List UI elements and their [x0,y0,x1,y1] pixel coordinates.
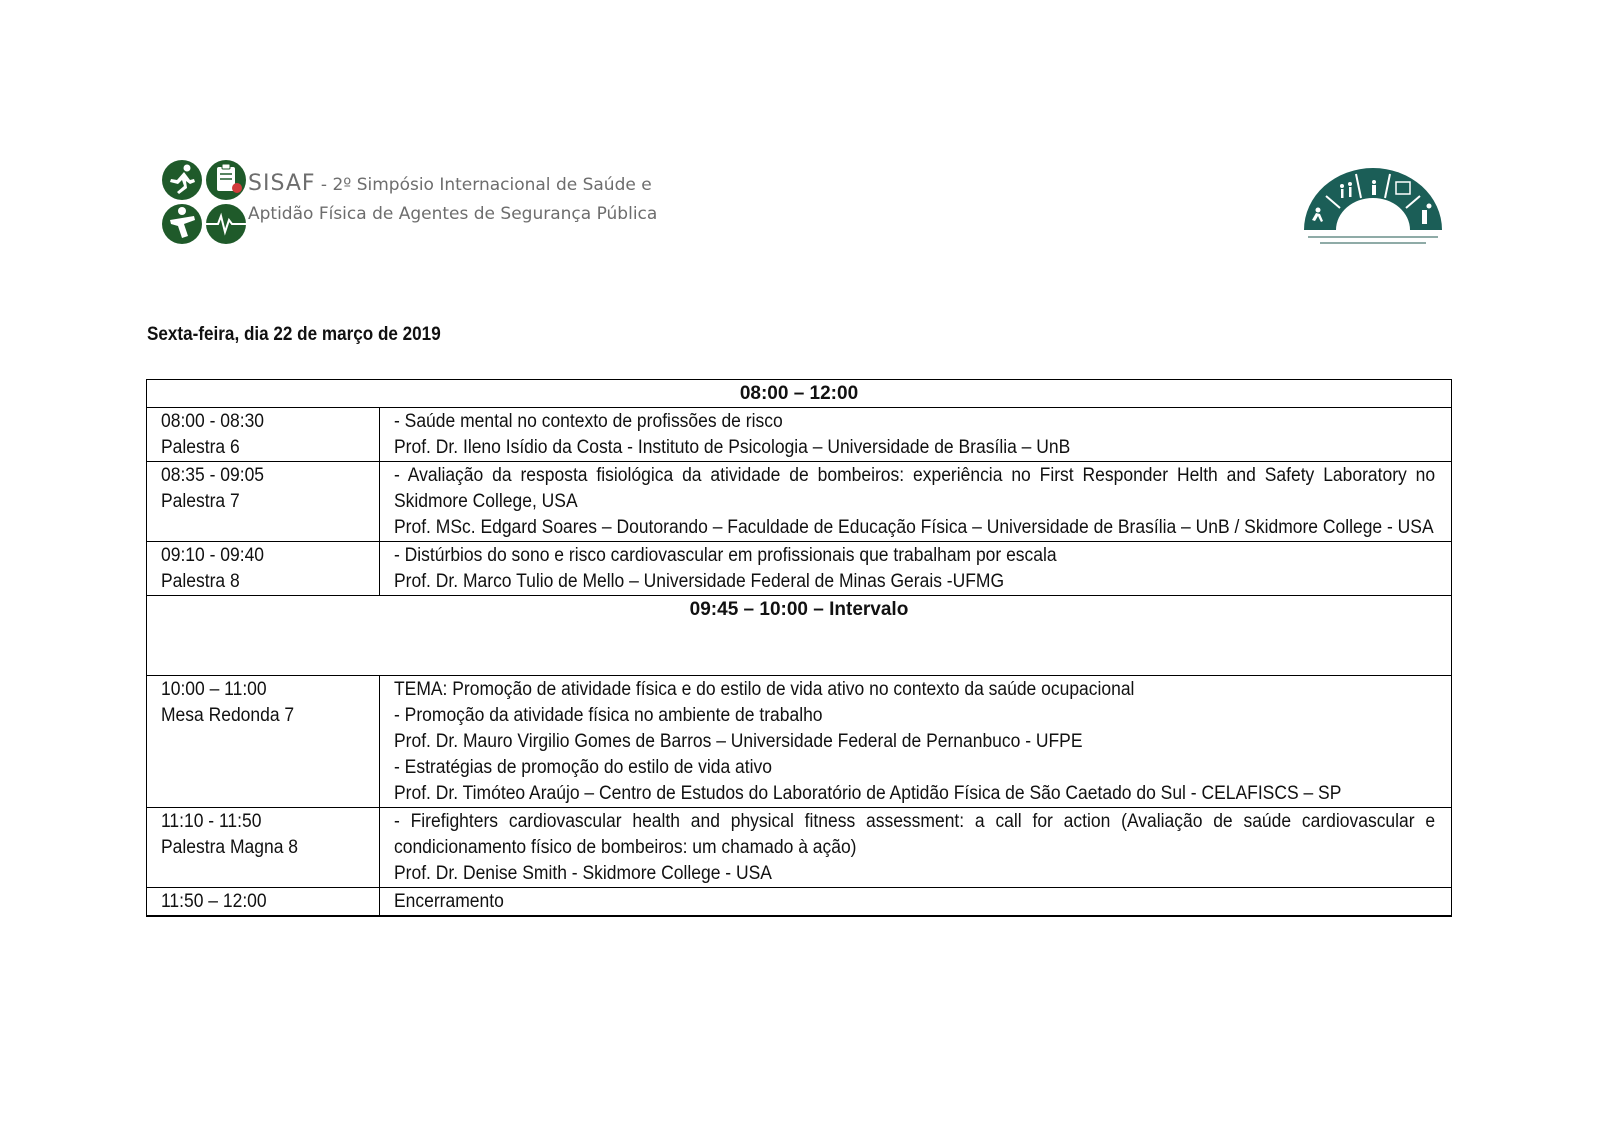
description-cell [380,888,1452,917]
session-title: - Distúrbios do sono e risco cardiovascular em profissionais que trabalham por escala [394,545,1057,566]
closing-label: Encerramento [394,891,504,912]
date-heading: Sexta-feira, dia 22 de março de 2019 [147,324,441,345]
session-speaker: Prof. MSc. Edgard Soares – Doutorando – Faculdade de Educação Física – Universidade de Brasília – UnB / Skidmore College - USA [394,517,1434,538]
session-time: 08:35 - 09:05 [161,465,265,486]
interval-label: 09:45 – 10:00 – Intervalo [689,599,909,620]
sisaf-logo [160,158,250,246]
session-type: Palestra 6 [161,437,240,458]
block-time-range: 08:00 – 12:00 [147,380,1452,408]
session-title: - Avaliação da resposta fisiológica da atividade de bombeiros: experiência no First Responder Helth and Safety Laboratory no Skidmore College, USA [394,465,1436,512]
table-row [147,542,1452,596]
geafs-logo [1298,160,1448,250]
session-speaker: Prof. Dr. Denise Smith - Skidmore College - USA [394,863,772,884]
time-cell [147,408,380,462]
session-title: - Promoção da atividade física no ambiente de trabalho [394,705,823,726]
session-time: 10:00 – 11:00 [161,679,267,700]
session-type: Mesa Redonda 7 [161,705,295,726]
description-cell [380,676,1452,808]
page-header [160,150,1440,250]
geafs-label: GEAFS [1352,213,1394,226]
session-title: - Firefighters cardiovascular health and physical fitness assessment: a call for action (Avaliação de saúde cardiovascular e condicionamento físico de bombeiros: um chamado à ação) [394,811,1436,858]
event-title-line2: Aptidão Física de Agentes de Segurança Pública [248,204,658,224]
schedule-header-row [147,380,1452,408]
session-time: 08:00 - 08:30 [161,411,265,432]
description-cell [380,408,1452,462]
interval-cell [147,596,1452,676]
table-row [147,888,1452,917]
session-time: 11:50 – 12:00 [161,891,267,912]
event-title [248,170,768,229]
session-speaker: Prof. Dr. Mauro Virgilio Gomes de Barros – Universidade Federal de Pernanbuco - UFPE [394,731,1083,752]
description-cell [380,542,1452,596]
session-title: - Estratégias de promoção do estilo de vida ativo [394,757,772,778]
session-title: - Saúde mental no contexto de profissões de risco [394,411,783,432]
table-row [147,408,1452,462]
session-time: 11:10 - 11:50 [161,811,262,832]
description-cell [380,462,1452,542]
event-brand: SISAF [248,171,316,196]
time-cell [147,808,380,888]
session-speaker: Prof. Dr. Timóteo Araújo – Centro de Estudos do Laboratório de Aptidão Física de São Caetado do Sul - CELAFISCS – SP [394,783,1342,804]
table-row [147,462,1452,542]
schedule-table [146,379,1452,917]
time-cell [147,542,380,596]
time-cell [147,462,380,542]
description-cell [380,808,1452,888]
time-cell [147,888,380,917]
session-time: 09:10 - 09:40 [161,545,265,566]
session-speaker: Prof. Dr. Ileno Isídio da Costa - Instituto de Psicologia – Universidade de Brasília – UnB [394,437,1071,458]
session-type: Palestra 8 [161,571,240,592]
table-row [147,808,1452,888]
session-speaker: Prof. Dr. Marco Tulio de Mello – Universidade Federal de Minas Gerais -UFMG [394,571,1005,592]
table-row [147,676,1452,808]
session-theme: TEMA: Promoção de atividade física e do estilo de vida ativo no contexto da saúde ocupacional [394,679,1135,700]
session-type: Palestra 7 [161,491,240,512]
time-cell [147,676,380,808]
event-title-line1: - 2º Simpósio Internacional de Saúde e [315,175,652,195]
interval-row [147,596,1452,676]
session-type: Palestra Magna 8 [161,837,299,858]
